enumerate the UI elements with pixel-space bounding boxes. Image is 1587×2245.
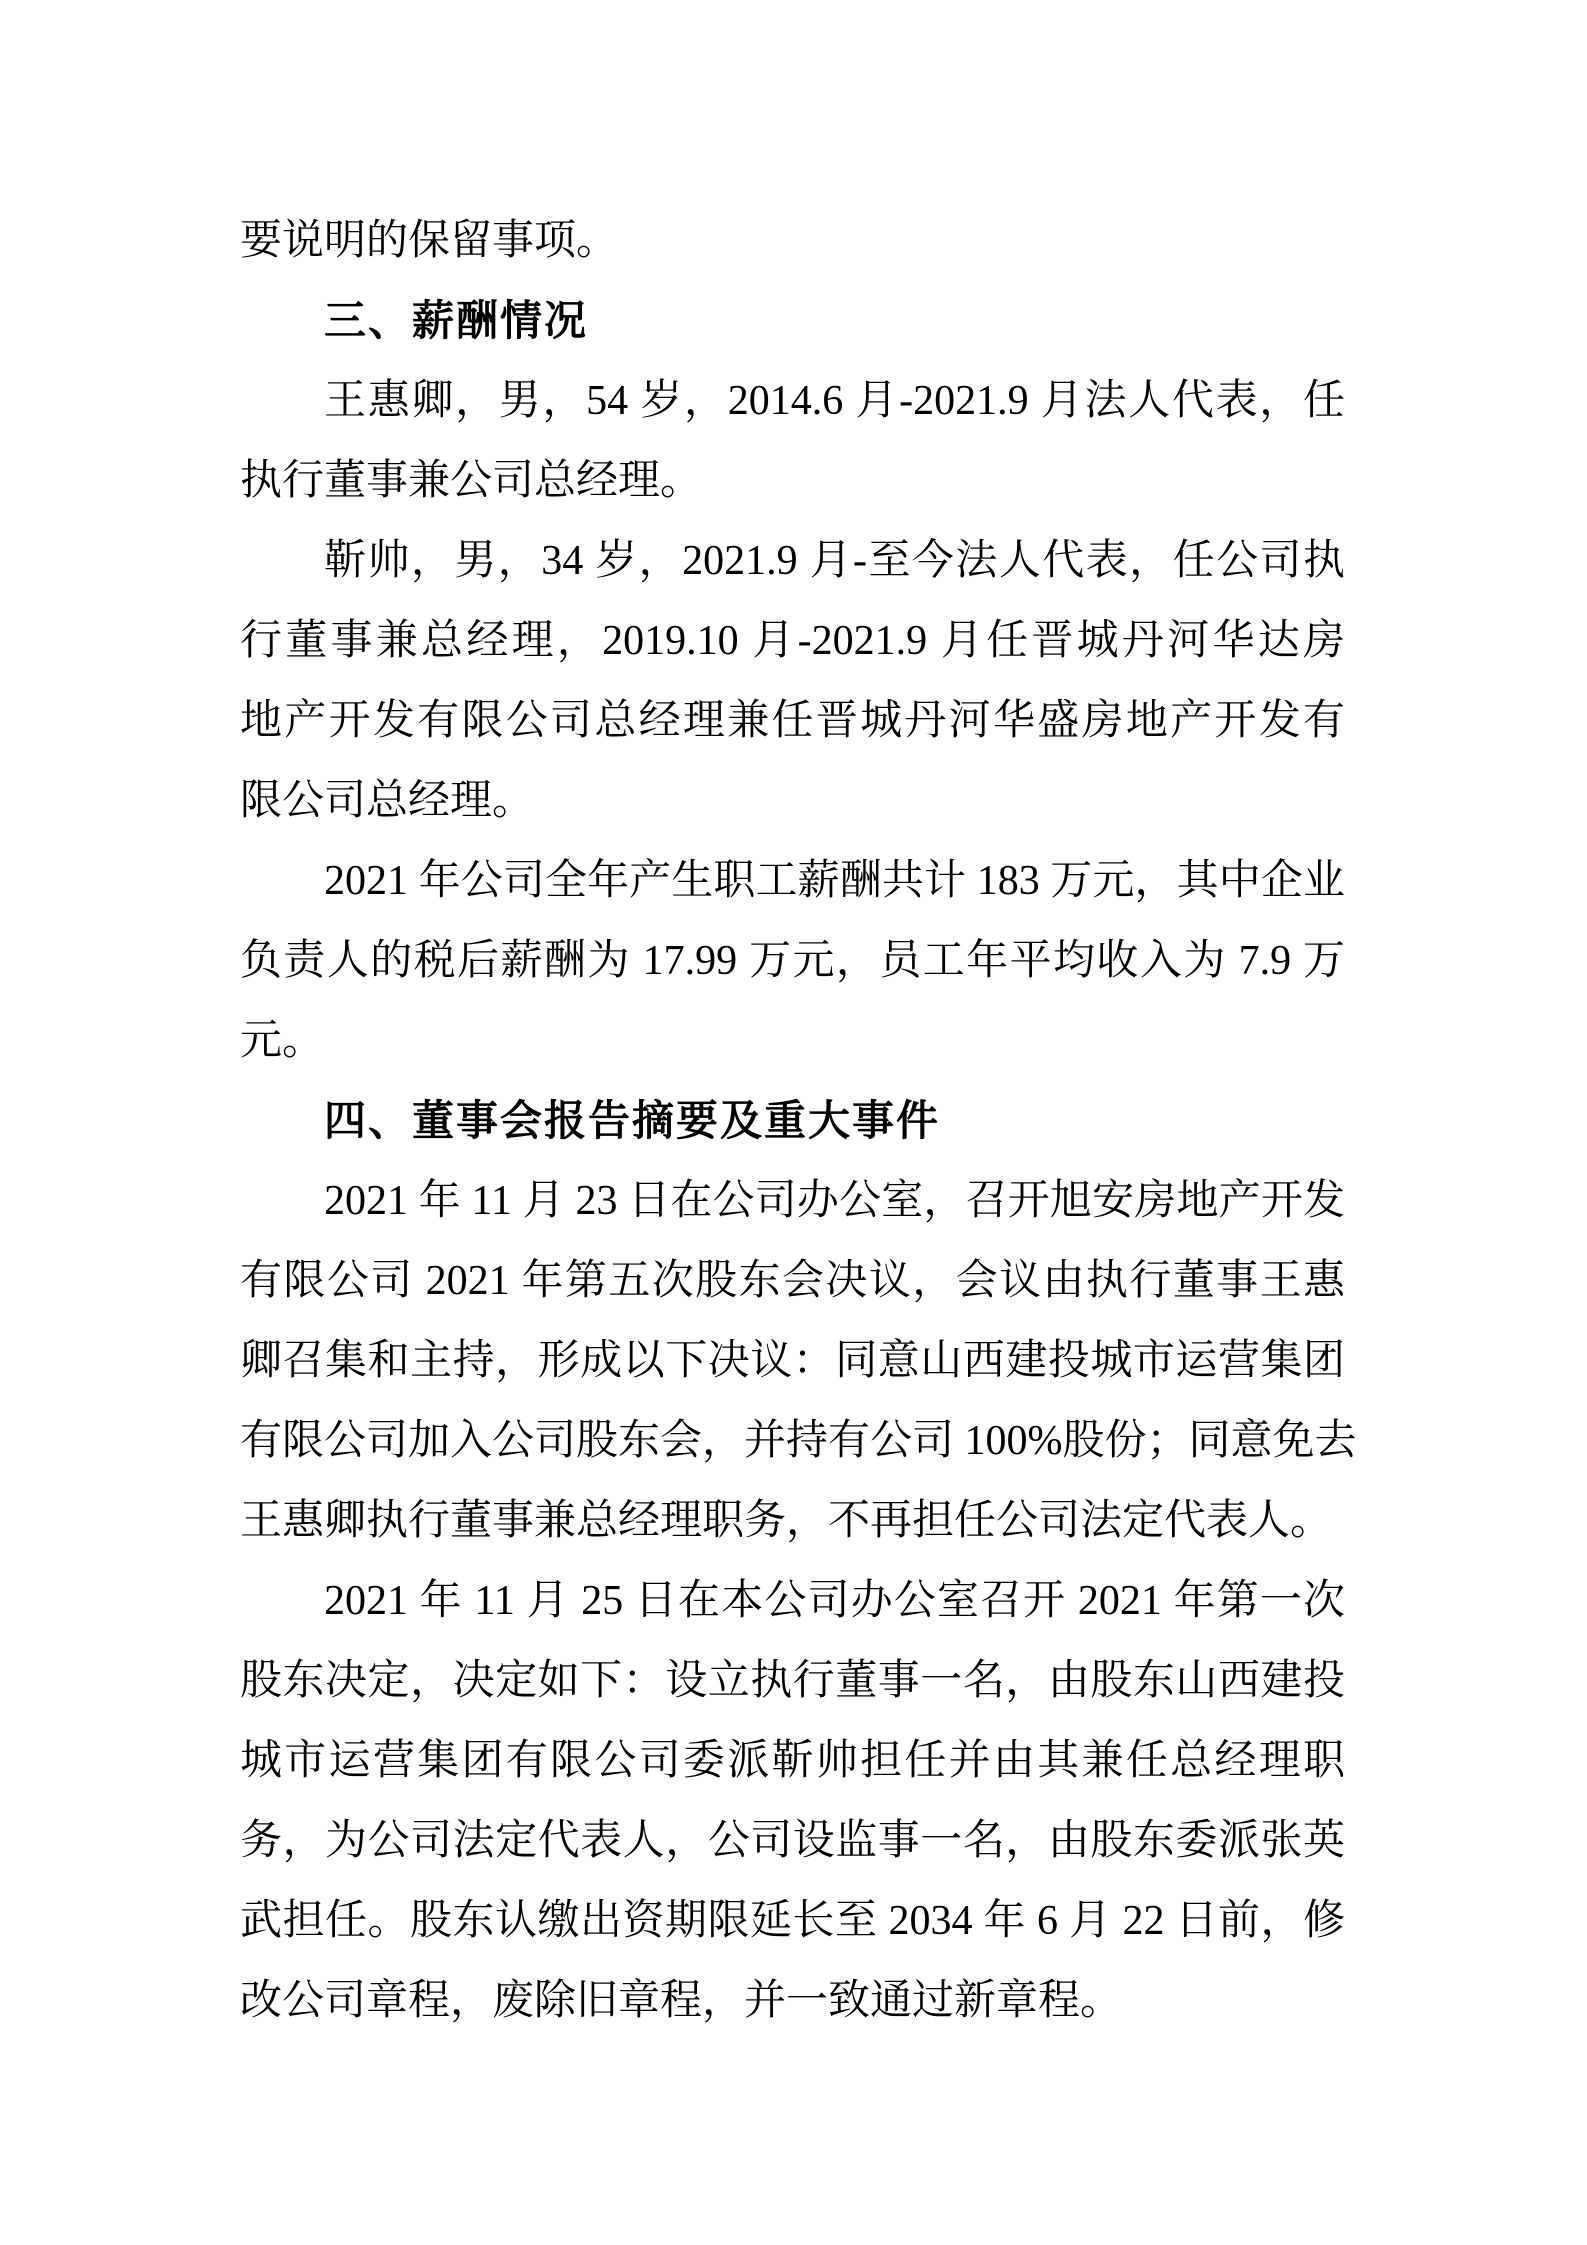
heading-section-3-salary	[240, 281, 1345, 361]
para-nov-25-shareholder-decision	[240, 1561, 1345, 2041]
text-line: 务，为公司法定代表人，公司设监事一名，由股东委派张英	[240, 1818, 1345, 1864]
para-nov-23-shareholder-meeting	[240, 1161, 1357, 1561]
text-line: 有限公司加入公司股东会，并持有公司 100%股份；同意免去	[240, 1418, 1357, 1464]
heading-section-4-board-report	[240, 1081, 1345, 1161]
text-line: 限公司总经理。	[240, 778, 535, 824]
text-line: 靳帅，男，34 岁，2021.9 月-至今法人代表，任公司执	[324, 538, 1345, 584]
text-line: 有限公司 2021 年第五次股东会决议，会议由执行董事王惠	[240, 1258, 1345, 1304]
text-line: 王惠卿，男，54 岁，2014.6 月-2021.9 月法人代表，任	[324, 378, 1345, 424]
heading-line: 四、董事会报告摘要及重大事件	[324, 1097, 941, 1144]
para-retained-items-continuation	[240, 201, 1345, 281]
text-line: 2021 年 11 月 25 日在本公司办公室召开 2021 年第一次	[324, 1578, 1345, 1624]
text-line: 要说明的保留事项。	[240, 218, 619, 264]
document-page	[240, 201, 1357, 2041]
text-line: 王惠卿执行董事兼总经理职务，不再担任公司法定代表人。	[240, 1498, 1333, 1544]
text-line: 改公司章程，废除旧章程，并一致通过新章程。	[240, 1978, 1123, 2024]
para-wang-huiqing	[240, 361, 1345, 521]
text-line: 执行董事兼公司总经理。	[240, 458, 703, 504]
text-line: 2021 年 11 月 23 日在公司办公室，召开旭安房地产开发	[324, 1178, 1345, 1224]
text-line: 地产开发有限公司总经理兼任晋城丹河华盛房地产开发有	[240, 698, 1345, 744]
para-2021-payroll	[240, 841, 1345, 1081]
text-line: 股东决定，决定如下：设立执行董事一名，由股东山西建投	[240, 1658, 1345, 1704]
text-line: 行董事兼总经理，2019.10 月-2021.9 月任晋城丹河华达房	[240, 618, 1345, 664]
para-jin-shuai	[240, 521, 1345, 841]
text-line: 武担任。股东认缴出资期限延长至 2034 年 6 月 22 日前，修	[240, 1898, 1345, 1944]
text-line: 卿召集和主持，形成以下决议：同意山西建投城市运营集团	[240, 1338, 1345, 1384]
text-line: 2021 年公司全年产生职工薪酬共计 183 万元，其中企业	[324, 858, 1345, 904]
text-line: 负责人的税后薪酬为 17.99 万元，员工年平均收入为 7.9 万	[240, 938, 1345, 984]
text-line: 元。	[240, 1018, 325, 1064]
text-line: 城市运营集团有限公司委派靳帅担任并由其兼任总经理职	[240, 1738, 1345, 1784]
heading-line: 三、薪酬情况	[324, 297, 589, 344]
